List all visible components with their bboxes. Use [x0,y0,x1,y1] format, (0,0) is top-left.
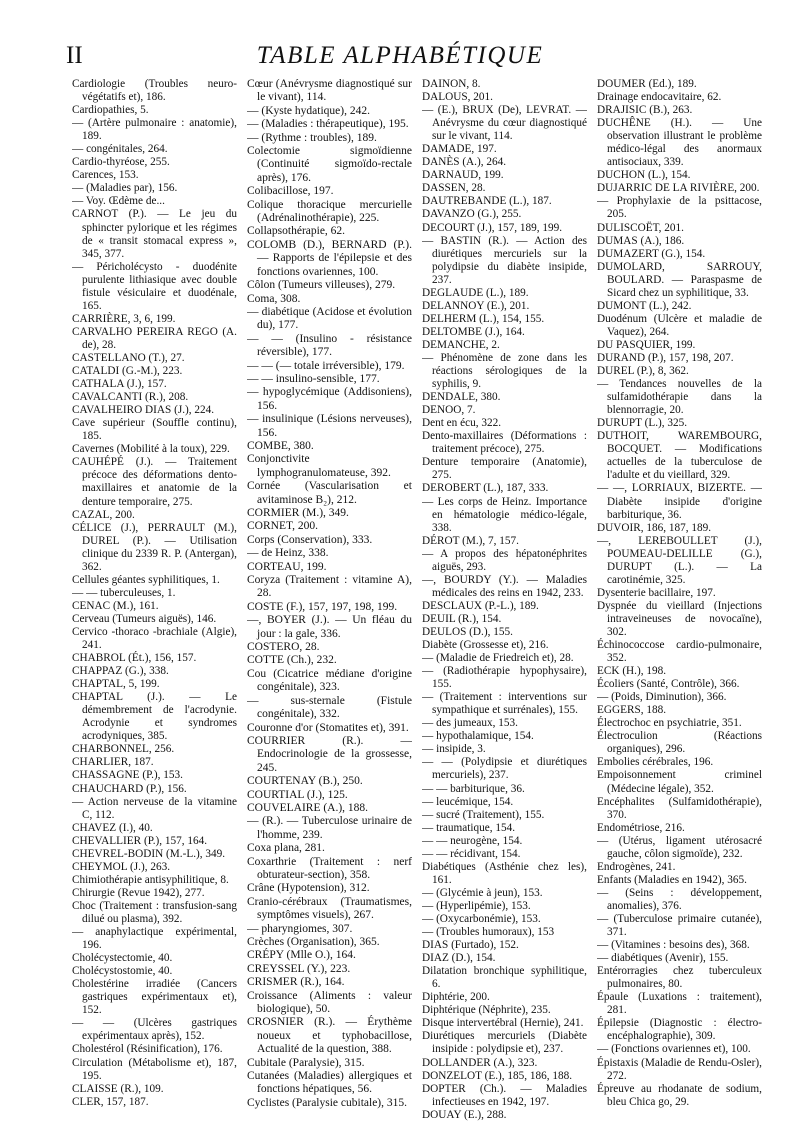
index-entry: — (Utérus, ligament utérosacré gauche, côlon sigmoïde), 232. [597,834,762,860]
index-entry: DALOUS, 201. [422,91,493,104]
index-entry: ECK (H.), 198. [597,665,667,678]
index-entry: DENOO, 7. [422,404,476,417]
index-entry: CHAUCHARD (P.), 156. [72,782,187,795]
index-entry: Dent en écu, 322. [422,417,502,430]
index-entry: COURTIAL (J.), 125. [247,788,348,801]
index-entry: Endométriose, 216. [597,821,685,834]
index-entry: COURRIER (R.). — Endocrinologie de la grossesse, 245. [247,734,412,774]
index-entry: Cyclistes (Paralysie cubitale), 315. [247,1096,408,1109]
index-entry: COSTERO, 28. [247,641,320,654]
index-entry: — (Tuberculose primaire cutanée), 371. [597,913,762,939]
index-entry: — hypothalamique, 154. [422,730,534,743]
index-entry: DUTHOIT, WAREMBOURG, BOCQUET. — Modifications actuelles de la tuberculose de l'adulte et du vieillard, 329. [597,430,762,482]
index-entry: DURAND (P.), 157, 198, 207. [597,351,734,364]
index-entry: DASSEN, 28. [422,182,486,195]
index-entry: Colibacillose, 197. [247,185,334,198]
index-entry: DEGLAUDE (L.), 189. [422,286,529,299]
index-entry: DELTOMBE (J.), 164. [422,325,525,338]
index-entry: Carences, 153. [72,169,139,182]
index-entry: Embolies cérébrales, 196. [597,756,714,769]
index-entry: — (Hyperlipémie), 153. [422,899,531,912]
index-entry: CÉLICE (J.), PERRAULT (M.), DUREL (P.). — Utilisation clinique du 2339 R. P. (Antergan), 362. [72,521,237,573]
index-entry: Cerveau (Tumeurs aiguës), 146. [72,612,217,625]
index-entry: DULISCOËT, 201. [597,221,684,234]
index-entry: Cubitale (Paralysie), 315. [247,1056,365,1069]
index-entry: Collapsothérapie, 62. [247,225,346,238]
index-entry: CASTELLANO (T.), 27. [72,351,185,364]
index-entry: Cavernes (Mobilité à la toux), 229. [72,443,230,456]
index-entry: Cardiopathies, 5. [72,104,149,117]
index-entry: Encéphalites (Sulfamidothérapie), 370. [597,795,762,821]
index-entry: — (Vitamines : besoins des), 368. [597,939,750,952]
index-entry: COURTENAY (B.), 250. [247,775,363,788]
index-entry: DESCLAUX (P.-L.), 189. [422,599,539,612]
index-entry: Colectomie sigmoïdienne (Continuité sigmoïdo-rectale après), 176. [247,145,412,184]
index-entry: DUMAS (A.), 186. [597,234,685,247]
index-entry: CATHALA (J.), 157. [72,378,167,391]
index-entry: — (Poids, Diminution), 366. [597,691,727,704]
index-entry: Chimiothérapie antisyphilitique, 8. [72,873,229,886]
index-entry: — (Kyste hydatique), 242. [247,104,370,117]
index-entry: Cardiologie (Troubles neuro-végétatifs et), 186. [72,78,237,104]
index-column-1 [72,78,237,1128]
index-entry: — (Glycémie à jeun), 153. [422,886,543,899]
index-entry: Électroculion (Réactions organiques), 296. [597,730,762,756]
index-entry: DURUPT (L.), 325. [597,417,688,430]
index-entry: — — (Ulcères gastriques expérimentaux après), 152. [72,1017,237,1043]
index-entry: — sucré (Traitement), 155. [422,808,545,821]
index-entry: — (Rythme : troubles), 189. [247,131,377,144]
index-entry: Cave supérieur (Souffle continu), 185. [72,417,237,443]
index-entry: COUVELAIRE (A.), 188. [247,801,369,814]
index-entry: Choc (Traitement : transfusion-sang dilué ou plasma), 392. [72,899,237,925]
index-entry: — hypoglycémique (Addisoniens), 156. [247,386,412,412]
index-entry: COSTE (F.), 157, 197, 198, 199. [247,600,398,613]
index-entry: DARNAUD, 199. [422,169,504,182]
index-entry: — (Artère pulmonaire : anatomie), 189. [72,117,237,143]
index-entry: CORNET, 200. [247,520,319,533]
index-entry: Épilepsie (Diagnostic : électro-encéphalographie), 309. [597,1017,762,1043]
index-entry: DAMADE, 197. [422,143,497,156]
index-entry: COLOMB (D.), BERNARD (P.). — Rapports de l'épilepsie et des fonctions ovariennes, 100. [247,238,412,278]
index-entry: — (Oxycarbonémie), 153. [422,913,541,925]
index-entry: CLAISSE (R.), 109. [72,1082,164,1095]
index-entry: DEULOS (D.), 155. [422,625,513,638]
index-entry: Diurétiques mercuriels (Diabète insipide : polydipsie et), 237. [422,1030,587,1056]
index-entry: Entérorragies chez tuberculeux pulmonaires, 80. [597,965,762,991]
index-entry: DONZELOT (E.), 185, 186, 188. [422,1069,573,1082]
index-entry: Cholécystostomie, 40. [72,965,173,978]
index-entry: DOUAY (E.), 288. [422,1108,507,1121]
index-entry: Crèches (Organisation), 365. [247,936,380,948]
index-entry: DÉROT (M.), 7, 157. [422,534,519,547]
index-entry: DRAJISIC (B.), 263. [597,104,693,117]
index-entry: Drainage endocavitaire, 62. [597,91,722,104]
index-entry: CARRIÈRE, 3, 6, 199. [72,312,176,325]
index-entry: Échinococcose cardio-pulmonaire, 352. [597,639,762,665]
index-entry: Circulation (Métabolisme et), 187, 195. [72,1056,237,1082]
index-entry: Épaule (Luxations : traitement), 281. [597,991,762,1017]
index-entry: DUMAZERT (G.), 154. [597,247,706,260]
index-entry: Diphtérie, 200. [422,991,490,1004]
index-entry: DUCHON (L.), 154. [597,169,691,182]
index-entry: Dyspnée du vieillard (Injections intraveineuses de novocaïne), 302. [597,599,762,638]
index-entry: — (Traitement : interventions sur sympathique et surrénales), 155. [422,691,587,717]
index-entry: CATALDI (G.-M.), 223. [72,365,183,378]
index-entry: — (Troubles humoraux), 153 [422,926,555,939]
index-entry: — de Heinz, 338. [247,547,329,560]
index-entry: — insipide, 3. [422,743,486,756]
index-entry: Côlon (Tumeurs villeuses), 279. [247,279,396,292]
index-entry: CHEYMOL (J.), 263. [72,860,171,873]
index-entry: DOUMER (Ed.), 189. [597,78,697,90]
index-entry: COTTE (Ch.), 232. [247,654,337,667]
index-entry: Cholestérol (Résinification), 176. [72,1043,223,1056]
index-entry: Cutanées (Maladies) allergiques et fonctions hépatiques, 56. [247,1070,412,1096]
index-entry: DOPTER (Ch.). — Maladies infectieuses en 1942, 197. [422,1082,587,1108]
index-entry: Diabétiques (Asthénie chez les), 161. [422,860,587,886]
index-entry: Diphtérique (Néphrite), 235. [422,1004,551,1017]
index-entry: Cou (Cicatrice médiane d'origine congénitale), 323. [247,667,412,694]
index-entry: Cardio-thyréose, 255. [72,156,170,169]
index-columns [72,78,772,1128]
index-entry: Duodénum (Ulcère et maladie de Vaquez), 264. [597,312,762,338]
index-entry: CLER, 157, 187. [72,1095,149,1108]
index-entry: DELHERM (L.), 154, 155. [422,312,545,325]
index-column-2 [247,78,412,1128]
index-column-4 [597,78,762,1128]
index-entry: DUJARRIC DE LA RIVIÈRE, 200. [597,182,760,195]
index-entry: DEMANCHE, 2. [422,338,500,351]
index-entry: DEROBERT (L.), 187, 333. [422,482,549,495]
index-entry: Cervico -thoraco -brachiale (Algie), 241. [72,625,237,652]
index-entry: DAVANZO (G.), 255. [422,208,522,221]
index-entry: —, BOYER (J.). — Un fléau du jour : la gale, 336. [247,614,412,640]
index-entry: —, BOURDY (Y.). — Maladies médicales des reins en 1942, 233. [422,573,587,599]
index-entry: — Tendances nouvelles de la sulfamidothérapie dans la blennorragie, 20. [597,378,762,417]
index-entry: Dysenterie bacillaire, 197. [597,586,716,599]
index-entry: — Prophylaxie de la psittacose, 205. [597,195,762,221]
index-entry: CHAVEZ (I.), 40. [72,821,153,834]
index-entry: Cellules géantes syphilitiques, 1. [72,573,220,586]
index-entry: — Action nerveuse de la vitamine C, 112. [72,795,237,821]
page-title: TABLE ALPHABÉTIQUE [256,42,544,69]
index-entry: — (E.), BRUX (De), LEVRAT. — Anévrysme du cœur diagnostiqué sur le vivant, 114. [422,104,587,143]
index-entry: Denture temporaire (Anatomie), 275. [422,456,587,482]
index-entry: Coxa plana, 281. [247,842,325,855]
index-entry: CORMIER (M.), 349. [247,507,349,519]
index-entry: Empoisonnement criminel (Médecine légale), 352. [597,769,762,795]
index-entry: — anaphylactique expérimental, 196. [72,926,237,952]
index-entry: CREYSSEL (Y.), 223. [247,962,351,975]
index-entry: CENAC (M.), 161. [72,599,159,612]
index-entry: DIAZ (D.), 154. [422,952,496,965]
index-entry: — leucémique, 154. [422,795,514,808]
index-entry: DUMONT (L.), 242. [597,299,692,312]
index-entry: EGGERS, 188. [597,704,667,717]
index-entry: DEUIL (R.), 154. [422,612,502,625]
index-entry: Épreuve au rhodanate de sodium, bleu Chica go, 29. [597,1082,762,1108]
index-entry: DENDALE, 380. [422,391,501,404]
index-entry: — — (Insulino - résistance réversible), 177. [247,332,412,359]
index-entry: Crâne (Hypotension), 312. [247,882,370,895]
index-entry: — sus-sternale (Fistule congénitale), 332. [247,694,412,721]
index-entry: —, LEREBOULLET (J.), POUMEAU-DELILLE (G.), DURUPT (L.). — La carotinémie, 325. [597,534,762,586]
index-entry: — BASTIN (R.). — Action des diurétiques mercuriels sur la polydipsie du diabète insipide, 237. [422,234,587,286]
index-entry: — Les corps de Heinz. Importance en hématologie médico-légale, 338. [422,495,587,534]
index-entry: — —, LORRIAUX, BIZERTE. — Diabète insipide d'origine barbiturique, 36. [597,482,762,521]
index-entry: Disque intervertébral (Hernie), 241. [422,1017,584,1030]
index-entry: CARVALHO PEREIRA REGO (A. de), 28. [72,325,237,351]
index-entry: CROSNIER (R.). — Érythème noueux et typhobacillose, Actualité de la question, 388. [247,1016,412,1056]
index-column-3 [422,78,587,1128]
index-entry: — — (Polydipsie et diurétiques mercuriels), 237. [422,756,587,782]
index-entry: — diabétique (Acidose et évolution du), 177. [247,305,412,332]
index-entry: Corps (Conservation), 333. [247,533,373,546]
index-entry: — Phénomène de zone dans les réactions sérologiques de la syphilis, 9. [422,351,587,391]
index-entry: — pharyngiomes, 307. [247,922,353,935]
index-entry: CHARLIER, 187. [72,756,154,769]
index-entry: CHAPTAL, 5, 199. [72,678,160,691]
index-entry: Écoliers (Santé, Contrôle), 366. [597,678,740,691]
index-entry: DUVOIR, 186, 187, 189. [597,521,712,534]
index-entry: Colique thoracique mercurielle (Adrénalinothérapie), 225. [247,198,412,225]
running-header [66,40,734,74]
index-entry: DELANNOY (E.), 201. [422,299,530,312]
index-entry: Chirurgie (Revue 1942), 277. [72,886,205,899]
index-entry: DANÈS (A.), 264. [422,156,507,169]
index-entry: — traumatique, 154. [422,821,516,834]
index-entry: DIAS (Furtado), 152. [422,939,519,952]
index-entry: Coryza (Traitement : vitamine A), 28. [247,574,412,600]
index-entry: Cholestérine irradiée (Cancers gastriques expérimentaux et), 152. [72,978,237,1017]
index-entry: — (Maladies par), 156. [72,182,178,195]
index-entry: DU PASQUIER, 199. [597,338,696,351]
index-entry: CHEVALLIER (P.), 157, 164. [72,834,208,847]
index-entry: Cholécystectomie, 40. [72,952,173,965]
index-entry: Endrogènes, 241. [597,860,676,873]
index-entry: — — tuberculeuses, 1. [72,586,176,599]
index-entry: — — (— totale irréversible), 179. [247,359,405,372]
index-entry: — (Maladies : thérapeutique), 195. [247,118,409,131]
index-entry: COMBE, 380. [247,439,314,452]
index-entry: DUMOLARD, SARROUY, BOULARD. — Paraspasme de Sicard chez un syphilitique, 33. [597,260,762,299]
index-entry: CHARBONNEL, 256. [72,743,175,756]
index-entry: CAZAL, 200. [72,508,135,521]
index-entry: — (R.). — Tuberculose urinaire de l'homme, 239. [247,815,412,841]
index-entry: Cornée (Vascularisation et avitaminose B₂), 212. [247,480,412,506]
index-entry: CRÉPY (Mlle O.), 164. [247,949,356,962]
index-entry: CHABROL (Ét.), 156, 157. [72,652,197,665]
index-entry: — Voy. Œdème de... [72,195,165,208]
index-entry: Enfants (Maladies en 1942), 365. [597,873,747,886]
index-entry: Cœur (Anévrysme diagnostiqué sur le vivant), 114. [247,78,412,104]
index-entry: — (Maladie de Friedreich et), 28. [422,652,574,665]
index-entry: — congénitales, 264. [72,143,168,156]
index-entry: — diabétiques (Avenir), 155. [597,952,729,965]
index-entry: — — barbiturique, 36. [422,782,525,795]
index-entry: Couronne d'or (Stomatites et), 391. [247,721,409,734]
index-entry: Dilatation bronchique syphilitique, 6. [422,965,587,991]
index-entry: — Péricholécysto - duodénite purulente lithiasique avec double fistule vésiculaire et duodénale, 165. [72,260,237,312]
index-entry: CAUHÉPÉ (J.). — Traitement précoce des déformations dento-maxillaires et anatomie de la denture temporaire, 275. [72,456,237,508]
index-entry: CHAPPAZ (G.), 338. [72,665,169,678]
index-entry: — (Seins : développement, anomalies), 376. [597,886,762,912]
index-entry: DUCHÊNE (H.). — Une observation illustrant le problème médico-légal des anormaux antisociaux, 339. [597,117,762,169]
index-entry: Dento-maxillaires (Déformations : traitement précoce), 275. [422,430,587,456]
index-entry: CHAPTAL (J.). — Le démembrement de l'acrodynie. Acrodynie et syndromes acrodyniques, 385. [72,691,237,743]
index-entry: — — neurogène, 154. [422,834,523,847]
index-entry: Coma, 308. [247,292,301,305]
index-entry: Diabète (Grossesse et), 216. [422,639,549,652]
index-entry: — des jumeaux, 153. [422,717,518,730]
index-entry: DUREL (P.), 8, 362. [597,365,689,378]
index-entry: — — insulino-sensible, 177. [247,372,380,385]
index-entry: DECOURT (J.), 157, 189, 199. [422,221,563,234]
index-entry: DOLLANDER (A.), 323. [422,1056,538,1069]
index-entry: — — récidivant, 154. [422,847,521,860]
index-entry: — (Radiothérapie hypophysaire), 155. [422,665,587,691]
index-entry: — (Fonctions ovariennes et), 100. [597,1043,751,1056]
index-entry: Épistaxis (Maladie de Rendu-Osler), 272. [597,1056,762,1082]
index-entry: CHASSAGNE (P.), 153. [72,769,183,782]
index-entry: — A propos des hépatonéphrites aiguës, 293. [422,547,587,573]
index-entry: CORTEAU, 199. [247,560,327,573]
index-entry: Électrochoc en psychiatrie, 351. [597,717,742,730]
index-entry: Coxarthrie (Traitement : nerf obturateur-section), 358. [247,855,412,881]
index-entry: DAUTREBANDE (L.), 187. [422,195,552,208]
index-entry: CHEVREL-BODIN (M.-L.), 349. [72,847,226,860]
index-entry: CAVALHEIRO DIAS (J.), 224. [72,404,215,417]
index-entry: Conjonctivite lymphogranulomateuse, 392. [247,453,391,479]
index-entry: DAINON, 8. [422,78,481,90]
index-entry: — insulinique (Lésions nerveuses), 156. [247,413,412,439]
index-entry: CAVALCANTI (R.), 208. [72,391,189,404]
index-entry: Croissance (Aliments : valeur biologique), 50. [247,989,412,1016]
index-entry: Cranio-cérébraux (Traumatismes, symptômes visuels), 267. [247,895,412,922]
page-number: II [66,42,83,69]
index-entry: CRISMER (R.), 164. [247,976,345,989]
index-entry: CARNOT (P.). — Le jeu du sphincter pylorique et les régimes de « transit stomacal express », 345, 377. [72,208,237,260]
